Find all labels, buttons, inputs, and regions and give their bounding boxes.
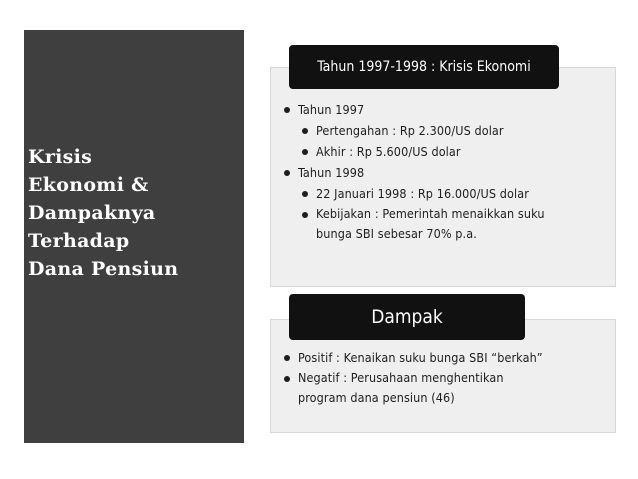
- crisis-header: [289, 45, 559, 89]
- list-item: Tahun 1997: [284, 99, 604, 120]
- sub-list-item-line: bunga SBI sebesar 70% p.a.: [316, 226, 477, 241]
- slide-title-line: Dampaknya: [28, 202, 156, 224]
- list-item-line: program dana pensiun (46): [298, 390, 455, 405]
- list-item: Positif : Kenaikan suku bunga SBI “berkah”: [284, 347, 604, 368]
- impact-header: [289, 294, 525, 340]
- sub-list-item: [284, 204, 604, 244]
- list-item: [284, 368, 604, 408]
- slide-title-line: Ekonomi &: [28, 174, 149, 196]
- sub-list-item: Pertengahan : Rp 2.300/US dolar: [284, 120, 604, 141]
- impact-header-label: Dampak: [371, 306, 443, 328]
- slide-title-line: Dana Pensiun: [28, 258, 179, 280]
- sub-list-item: 22 Januari 1998 : Rp 16.000/US dolar: [284, 183, 604, 204]
- sub-list-item: Akhir : Rp 5.600/US dolar: [284, 141, 604, 162]
- impact-bullet-list: [284, 347, 604, 408]
- crisis-bullet-list: [284, 99, 604, 244]
- list-item: Tahun 1998: [284, 162, 604, 183]
- crisis-header-label: Tahun 1997-1998 : Krisis Ekonomi: [317, 59, 531, 75]
- sub-list-item-line: Kebijakan : Pemerintah menaikkan suku: [316, 206, 545, 221]
- slide-title-line: Krisis: [28, 146, 93, 168]
- list-item-line: Negatif : Perusahaan menghentikan: [298, 370, 504, 385]
- slide-title-line: Terhadap: [28, 230, 130, 252]
- slide-title: [28, 143, 228, 283]
